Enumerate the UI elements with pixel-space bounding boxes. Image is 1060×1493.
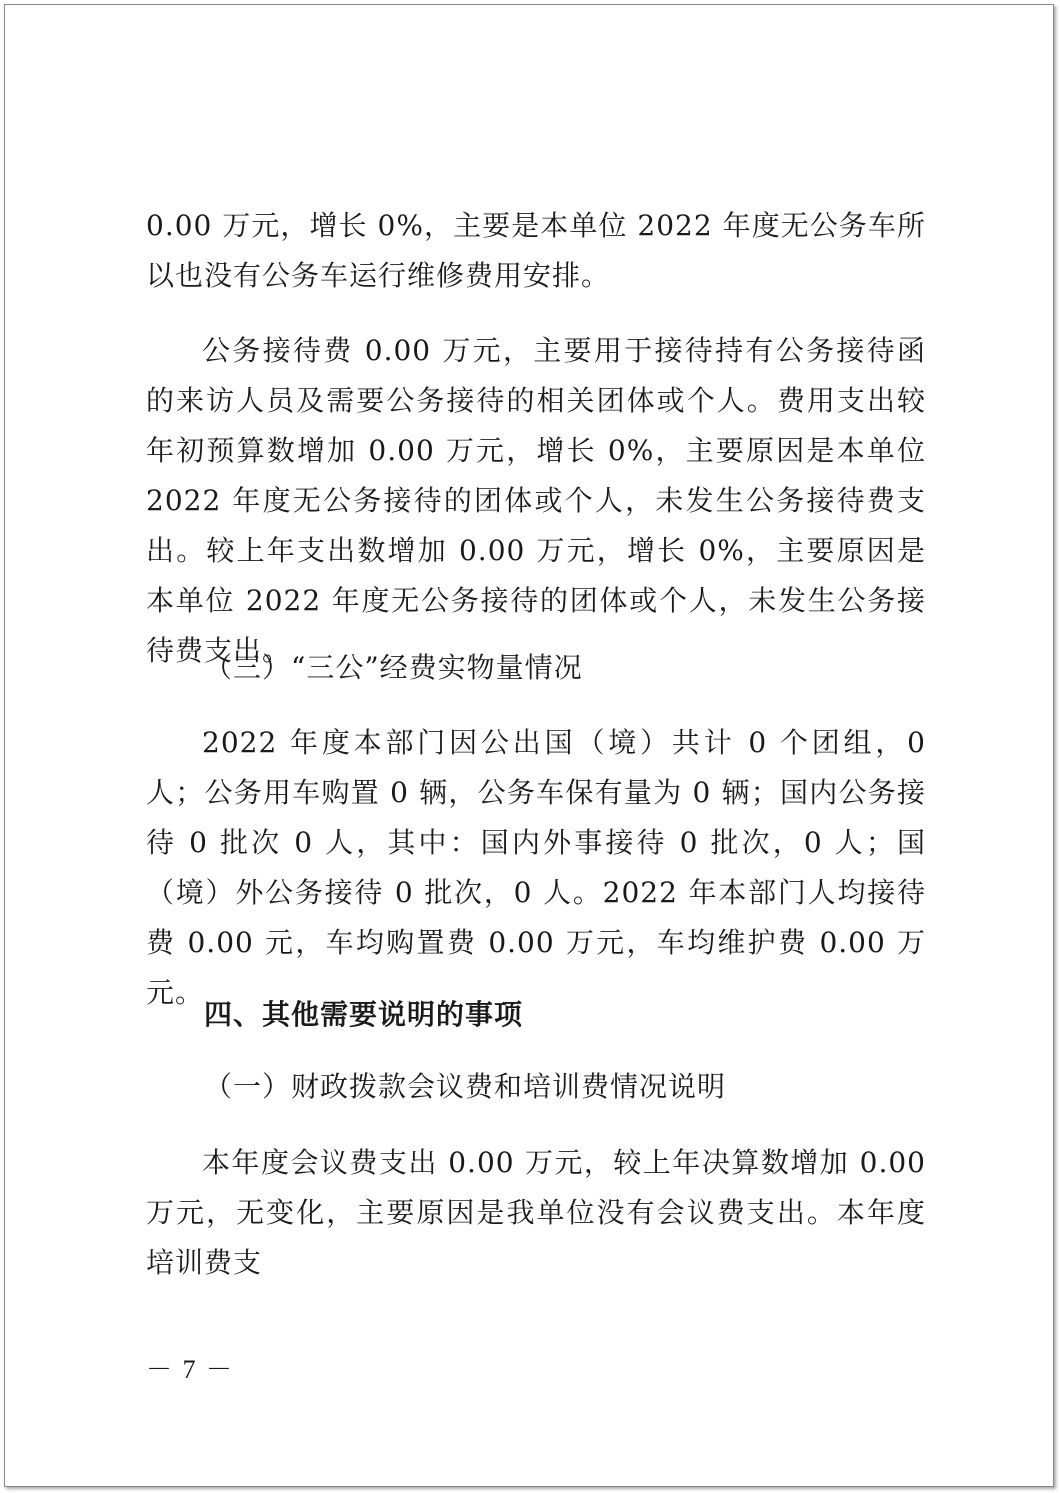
paragraph-meeting-training: 本年度会议费支出 0.00 万元，较上年决算数增加 0.00 万元，无变化，主要原因是我单位没有会议费支出。本年度培训费支 — [146, 1146, 926, 1279]
document-page — [4, 4, 1054, 1487]
paragraph-vehicle-maintenance: 0.00 万元，增长 0%，主要是本单位 2022 年度无公务车所以也没有公务车运行维修费用安排。 — [146, 209, 926, 292]
section-heading-other-matters: 四、其他需要说明的事项 — [204, 998, 524, 1031]
page-number: － 7 － — [146, 1355, 235, 1384]
paragraph-reception-expense: 公务接待费 0.00 万元，主要用于接待持有公务接待函的来访人员及需要公务接待的相关团体或个人。费用支出较年初预算数增加 0.00 万元，增长 0%，主要原因是本单位 2022 年度无公务接待的团体或个人，未发生公务接待费支出。较上年支出数增加 0.00 万元，增长 0%，主要原因是本单位 2022 年度无公务接待的团体或个人，未发生公务接待费支出。 — [146, 334, 926, 667]
subsection-heading-meeting-training: （一）财政拨款会议费和培训费情况说明 — [204, 1070, 727, 1103]
section-heading-physical-quantity: （三）“三公”经费实物量情况 — [204, 651, 583, 684]
paragraph-physical-quantity: 2022 年度本部门因公出国（境）共计 0 个团组，0 人；公务用车购置 0 辆，公务车保有量为 0 辆；国内公务接待 0 批次 0 人，其中：国内外事接待 0 批次，0 人；国（境）外公务接待 0 批次，0 人。2022 年本部门人均接待费 0.00 元，车均购置费 0.00 万元，车均维护费 0.00 万元。 — [146, 726, 926, 1009]
